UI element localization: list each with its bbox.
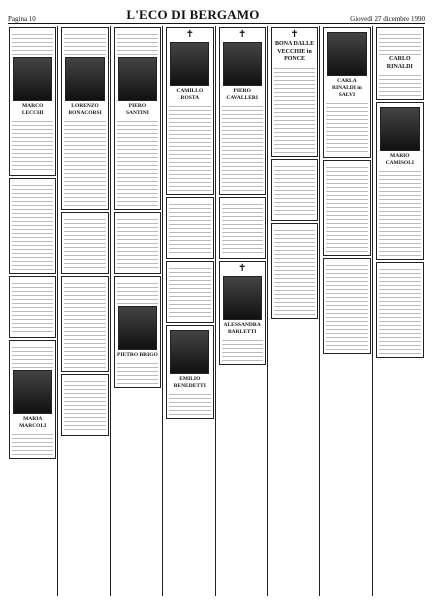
obituary-notice [166,197,213,259]
obituary-notice: PIERO SANTINI [114,27,161,210]
obituary-notice: ✝ BONA DALLE VECCHIE in PONCE [271,27,318,157]
obituary-notice [271,223,318,319]
obituary-notice [114,212,161,274]
obituary-notice: MARIO CAMISOLI [376,102,424,260]
column-1 [8,26,58,596]
obituary-notice [323,160,370,256]
issue-date: Giovedì 27 dicembre 1990 [350,15,425,23]
obituary-notice [219,197,266,259]
masthead: L'ECO DI BERGAMO [126,7,260,22]
column-3 [113,26,163,596]
obituary-notice: ✝ ALESSANDRA BARLETTI [219,261,266,365]
obituary-notice [9,178,56,274]
cross-icon: ✝ [237,262,247,274]
obituary-notice [61,212,108,274]
obituary-notice [61,374,108,436]
obituary-notice: EMILIO BENEDETTI [166,325,213,419]
portrait-photo [223,42,262,86]
column-8 [375,26,425,596]
portrait-photo [65,57,104,101]
obituary-notice [9,276,56,338]
obituary-notice: ✝ PIERO CAVALLERI [219,27,266,195]
obituary-notice: LORENZO BONACORSI [61,27,108,210]
obituary-notice [61,276,108,372]
obituary-notice: ✝ CAMILLO ROSTA [166,27,213,195]
obituary-notice [376,262,424,358]
portrait-photo [327,32,366,76]
column-4 [165,26,215,596]
cross-icon: ✝ [290,29,299,40]
portrait-photo [170,42,209,86]
obituary-notice: MARCO LECCHI [9,27,56,176]
portrait-photo [170,330,209,374]
obituary-notice [323,258,370,354]
obituary-notice [271,159,318,221]
page-number: Pagina 10 [8,15,36,23]
obituary-notice: PIETRO BRIGO [114,276,161,388]
page-header [8,3,425,24]
portrait-photo [13,370,52,414]
portrait-photo [223,276,262,320]
obituary-notice [166,261,213,323]
obituary-grid [8,26,425,596]
column-6 [270,26,320,596]
obituary-notice: MARIA MARCOLI [9,340,56,459]
cross-icon: ✝ [185,29,194,40]
column-2 [60,26,110,596]
obituary-notice: CARLO RINALDI [376,27,424,100]
portrait-photo [380,107,420,151]
portrait-photo [118,57,157,101]
column-5 [218,26,268,596]
column-7 [322,26,372,596]
obituary-notice: CARLA RINALDI in SALVI [323,27,370,158]
cross-icon: ✝ [237,29,247,40]
portrait-photo [13,57,52,101]
portrait-photo [118,306,157,350]
